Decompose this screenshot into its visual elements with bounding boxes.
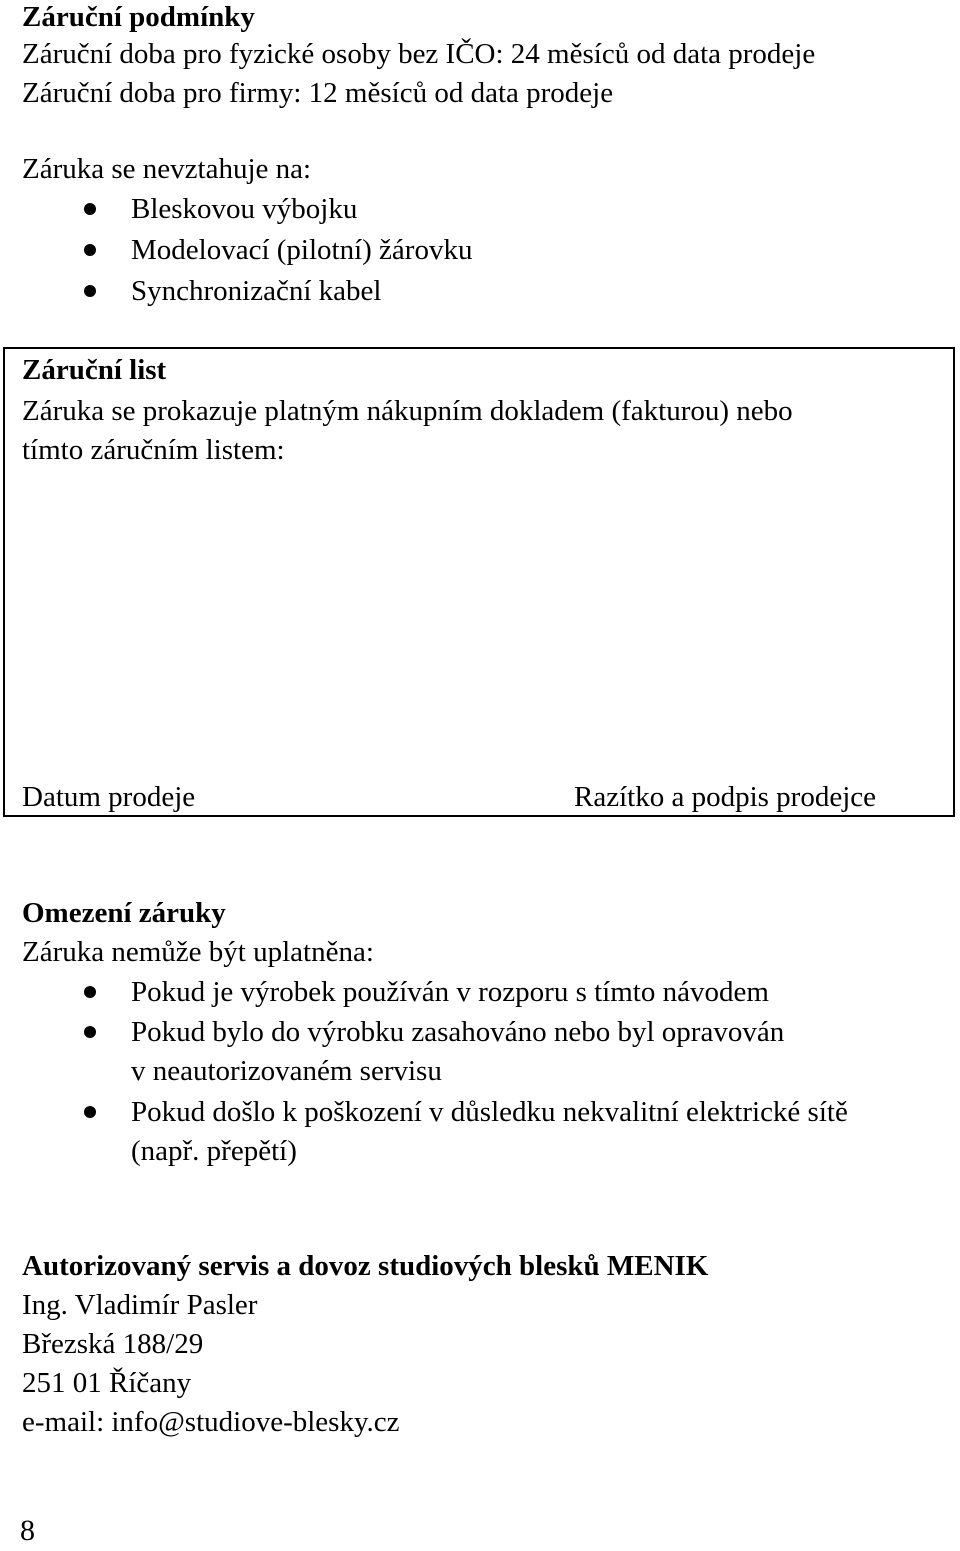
warranty-card-heading: Záruční list bbox=[22, 354, 167, 386]
bullet-icon bbox=[84, 203, 96, 215]
list-item bbox=[0, 274, 960, 308]
list-item bbox=[0, 233, 960, 267]
warranty-period-individuals: Záruční doba pro fyzické osoby bez IČO: 24 měsíců od data prodeje bbox=[22, 38, 816, 70]
bullet-icon bbox=[84, 1106, 96, 1118]
warranty-limits-heading: Omezení záruky bbox=[22, 897, 226, 929]
service-street: Březská 188/29 bbox=[22, 1328, 204, 1360]
bullet-icon bbox=[84, 244, 96, 256]
list-item-text: Modelovací (pilotní) žárovku bbox=[131, 234, 473, 266]
warranty-card-box bbox=[3, 347, 955, 817]
list-item bbox=[0, 1015, 960, 1049]
page-number: 8 bbox=[20, 1514, 35, 1547]
list-item-text: Synchronizační kabel bbox=[131, 275, 382, 307]
bullet-icon bbox=[84, 285, 96, 297]
warranty-limits-intro: Záruka nemůže být uplatněna: bbox=[22, 936, 374, 968]
list-item bbox=[0, 1095, 960, 1129]
list-item bbox=[0, 192, 960, 226]
service-contact-name: Ing. Vladimír Pasler bbox=[22, 1289, 258, 1321]
warranty-card-text-line2: tímto záručním listem: bbox=[22, 434, 285, 466]
warranty-terms-heading: Záruční podmínky bbox=[22, 1, 255, 33]
sale-date-label: Datum prodeje bbox=[22, 781, 196, 813]
seller-stamp-signature-label: Razítko a podpis prodejce bbox=[574, 781, 876, 813]
list-item-continuation: (např. přepětí) bbox=[131, 1135, 297, 1167]
warranty-card-text-line1: Záruka se prokazuje platným nákupním dokladem (fakturou) nebo bbox=[22, 395, 793, 427]
not-covered-intro: Záruka se nevztahuje na: bbox=[22, 153, 312, 185]
bullet-icon bbox=[84, 986, 96, 998]
list-item bbox=[0, 975, 960, 1009]
bullet-icon bbox=[84, 1026, 96, 1038]
list-item-continuation: v neautorizovaném servisu bbox=[131, 1055, 442, 1087]
list-item-text: Pokud došlo k poškození v důsledku nekvalitní elektrické sítě bbox=[131, 1096, 848, 1128]
list-item-text: Pokud bylo do výrobku zasahováno nebo byl opravován bbox=[131, 1016, 785, 1048]
list-item-text: Pokud je výrobek používán v rozporu s tímto návodem bbox=[131, 976, 769, 1008]
service-city: 251 01 Říčany bbox=[22, 1367, 192, 1399]
service-heading: Autorizovaný servis a dovoz studiových blesků MENIK bbox=[22, 1250, 709, 1282]
warranty-period-companies: Záruční doba pro firmy: 12 měsíců od data prodeje bbox=[22, 77, 614, 109]
service-email: e-mail: info@studiove-blesky.cz bbox=[22, 1406, 400, 1438]
list-item-text: Bleskovou výbojku bbox=[131, 193, 358, 225]
